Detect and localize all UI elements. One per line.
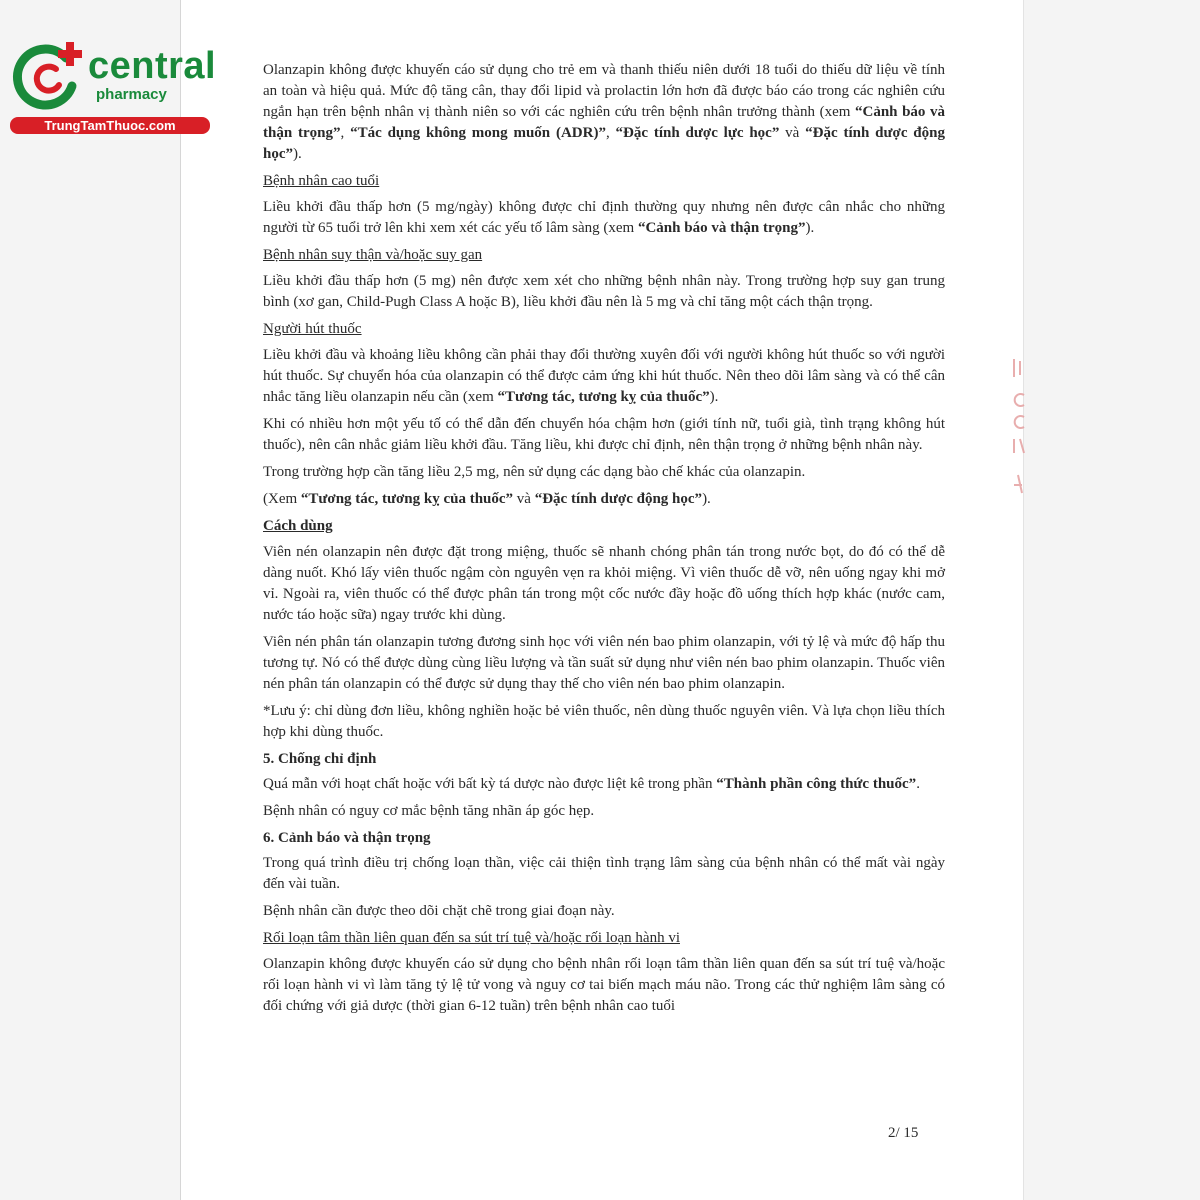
paragraph: Viên nén phân tán olanzapin tương đương sinh học với viên nén bao phim olanzapin, với tỷ lệ và mức độ hấp thu tương tự. Nó có thể được dùng cùng liều lượng và tần suất sử dụng như viên nén bao phim olanzapin. Thuốc viên nén phân tán olanzapin có thể được sử dụng thay thế cho viên nén bao phim olanzapin. [263,634,945,692]
brand-subtitle: pharmacy [96,86,167,103]
paragraph: Quá mẫn với hoạt chất hoặc với bất kỳ tá dược nào được liệt kê trong phần “Thành phần công thức thuốc”. [263,776,920,792]
pharmacy-cross-logo-icon [10,38,90,118]
paragraph: Trong trường hợp cần tăng liều 2,5 mg, nên sử dụng các dạng bào chế khác của olanzapin. [263,464,806,480]
paragraph: Olanzapin không được khuyến cáo sử dụng cho bệnh nhân rối loạn tâm thần liên quan đến sa sút trí tuệ và/hoặc rối loạn hành vi vì làm tăng tỷ lệ tử vong và nguy cơ tai biến mạch máu não. Trong các thử nghiệm lâm sàng có đối chứng với giả dược (thời gian 6-12 tuần) trên bệnh nhân cao tuổi [263,956,945,1014]
paragraph: Liều khởi đầu thấp hơn (5 mg/ngày) không được chỉ định thường quy nhưng nên được cân nhắc cho những người từ 65 tuổi trở lên khi xem xét các yếu tố lâm sàng (xem “Cảnh báo và thận trọng”). [263,199,945,236]
margin-stamp-mark [1000,355,1034,505]
paragraph: Bệnh nhân cần được theo dõi chặt chẽ trong giai đoạn này. [263,903,615,919]
section-heading-contraindications: 5. Chống chỉ định [263,751,377,767]
subheading-smokers: Người hút thuốc [263,321,362,337]
paragraph: Viên nén olanzapin nên được đặt trong miệng, thuốc sẽ nhanh chóng phân tán trong nước bọt, do đó có thể dễ dàng nuốt. Khó lấy viên thuốc ngậm còn nguyên vẹn ra khỏi miệng. Vì viên thuốc dễ vỡ, nên uống ngay khi mở vỉ. Ngoài ra, viên thuốc có thể được phân tán trong một cốc nước đầy hoặc đồ uống thích hợp khác (nước cam, nước táo hoặc sữa) ngay trước khi dùng. [263,544,945,623]
paragraph: Olanzapin không được khuyến cáo sử dụng cho trẻ em và thanh thiếu niên dưới 18 tuổi do thiếu dữ liệu về tính an toàn và hiệu quả. Mức độ tăng cân, thay đổi lipid và prolactin lớn hơn đã được báo cáo trong các nghiên cứu ngắn hạn trên bệnh nhân vị thành niên so với các nghiên cứu trên bệnh nhân trưởng thành (xem “Cảnh báo và thận trọng”, “Tác dụng không mong muốn (ADR)”, “Đặc tính dược lực học” và “Đặc tính dược động học”). [263,62,945,162]
paragraph: Khi có nhiều hơn một yếu tố có thể dẫn đến chuyển hóa chậm hơn (giới tính nữ, tuổi già, tình trạng không hút thuốc), nên cân nhắc giảm liều khởi đầu. Tăng liều, khi được chỉ định, nên thận trọng ở những bệnh nhân này. [263,416,945,453]
brand-name: central [88,45,217,87]
paragraph: Liều khởi đầu thấp hơn (5 mg) nên được xem xét cho những bệnh nhân này. Trong trường hợp suy gan trung bình (xơ gan, Child-Pugh Class A hoặc B), liều khởi đầu nên là 5 mg và chỉ tăng một cách thận trọng. [263,273,945,310]
subheading-dementia: Rối loạn tâm thần liên quan đến sa sút trí tuệ và/hoặc rối loạn hành vi [263,930,680,946]
document-body [263,60,945,1023]
page-number: 2/ 15 [888,1125,919,1141]
paragraph: Trong quá trình điều trị chống loạn thần, việc cải thiện tình trạng lâm sàng của bệnh nhân có thể mất vài ngày đến vài tuần. [263,855,945,892]
paragraph: Liều khởi đầu và khoảng liều không cần phải thay đổi thường xuyên đối với người không hút thuốc so với người hút thuốc. Sự chuyển hóa của olanzapin có thể được cảm ứng khi hút thuốc. Nên theo dõi lâm sàng và có thể cân nhắc tăng liều olanzapin nếu cần (xem “Tương tác, tương kỵ của thuốc”). [263,347,945,405]
paragraph: Bệnh nhân có nguy cơ mắc bệnh tăng nhãn áp góc hẹp. [263,803,595,819]
section-heading-warnings: 6. Cảnh báo và thận trọng [263,830,431,846]
paragraph: (Xem “Tương tác, tương kỵ của thuốc” và “Đặc tính dược động học”). [263,491,711,507]
brand-logo[interactable] [10,38,215,138]
subheading-usage: Cách dùng [263,518,333,534]
paragraph: *Lưu ý: chỉ dùng đơn liều, không nghiền hoặc bẻ viên thuốc, nên dùng thuốc nguyên viên. Và lựa chọn liều thích hợp khi dùng thuốc. [263,703,945,740]
brand-url-badge[interactable]: TrungTamThuoc.com [10,117,210,134]
subheading-renal-hepatic: Bệnh nhân suy thận và/hoặc suy gan [263,247,483,263]
subheading-elderly: Bệnh nhân cao tuổi [263,173,380,189]
